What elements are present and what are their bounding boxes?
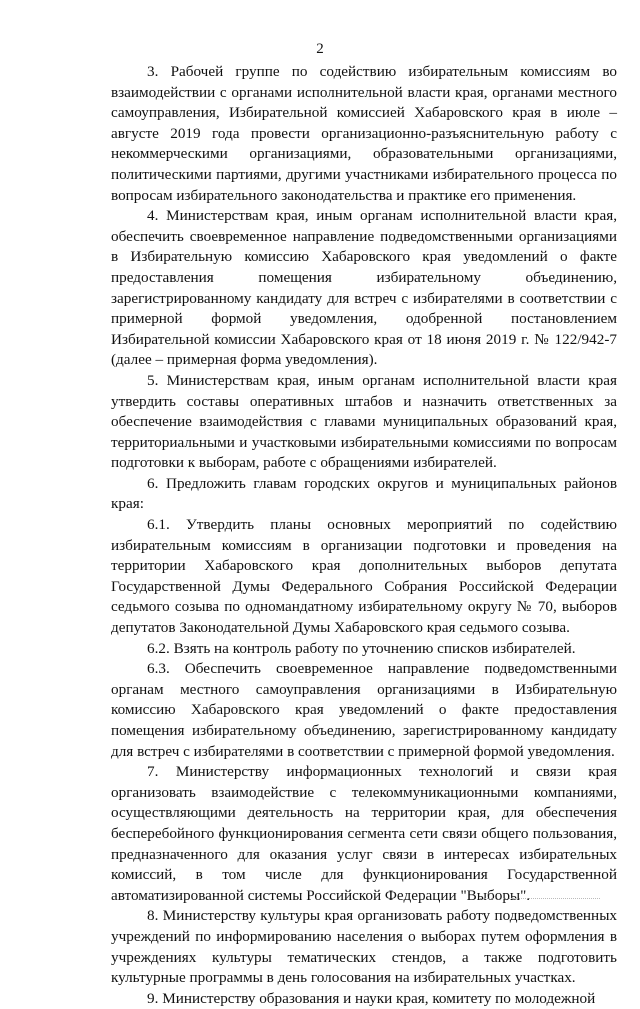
paragraph-5: 5. Министерствам края, иным органам исполнительной власти края утвердить составы оперативных штабов и назначить ответственных за обеспечение взаимодействия с главами муниципальных образований края, территориальными и участковыми избирательными комиссиями по вопросам подготовки к выборам, работе с обращениями избирателей. bbox=[111, 371, 617, 472]
paragraph-6-2: 6.2. Взять на контроль работу по уточнению списков избирателей. bbox=[147, 639, 576, 657]
paragraph-9: 9. Министерству образования и науки края, комитету по молодежной bbox=[147, 989, 596, 1007]
paragraph-7: 7. Министерству информационных технологий и связи края организовать взаимодействие с телекоммуникационными компаниями, осуществляющими деятельность на территории края, для обеспечения бесперебойного функционирования сегмента сети связи общего пользования, предназначенного для оказания услуг связи в интересах избирательных комиссий, в том числе для функционирования Государственной автоматизированной системы Российской Федерации "Выборы". bbox=[111, 763, 617, 904]
scan-artifact bbox=[480, 898, 600, 903]
paragraph-6-3: 6.3. Обеспечить своевременное направление подведомственными органам местного самоуправления организациями в Избирательную комиссию Хабаровского края уведомлений о факте предоставления помещения избирательному объединению, зарегистрированному кандидату для встреч с избирателями в соответствии с примерной формой уведомления. bbox=[111, 660, 617, 760]
paragraph-6: 6. Предложить главам городских округов и муниципальных районов края: bbox=[111, 474, 617, 513]
paragraph-6-1: 6.1. Утвердить планы основных мероприятий по содействию избирательным комиссиям в организации подготовки и проведения на территории Хабаровского края дополнительных выборов депутата Государственной Думы Федерального Собрания Российской Федерации седьмого созыва по одномандатному избирательному округу № 70, выборов депутатов Законодательной Думы Хабаровского края седьмого созыва. bbox=[111, 516, 617, 637]
paragraph-8: 8. Министерству культуры края организовать работу подведомственных учреждений по информированию населения о выборах путем оформления в учреждениях культуры тематических стендов, а также подготовить культурные программы в день голосования на избирательных участках. bbox=[111, 907, 617, 987]
paragraph-4: 4. Министерствам края, иным органам исполнительной власти края, обеспечить своевременное направление подведомственными организациями в Избирательную комиссию Хабаровского края уведомлений о факте предоставления помещения избирательному объединению, зарегистрированному кандидату для встреч с избирателями в соответствии с примерной формой уведомления, одобренной постановлением Избирательной комиссии Хабаровского края от 18 июня 2019 г. № 122/942-7 (далее – примерная форма уведомления). bbox=[111, 207, 617, 369]
document-body bbox=[111, 62, 617, 1009]
page-number: 2 bbox=[316, 41, 324, 57]
paragraph-3: 3. Рабочей группе по содействию избирательным комиссиям во взаимодействии с органами исполнительной власти края, органами местного самоуправления, Избирательной комиссией Хабаровского края в июле – августе 2019 года провести организационно-разъяснительную работу с некоммерческими организациями, образовательными организациями, политическими партиями, другими участниками избирательного процесса по вопросам избирательного законодательства и практике его применения. bbox=[111, 63, 617, 204]
